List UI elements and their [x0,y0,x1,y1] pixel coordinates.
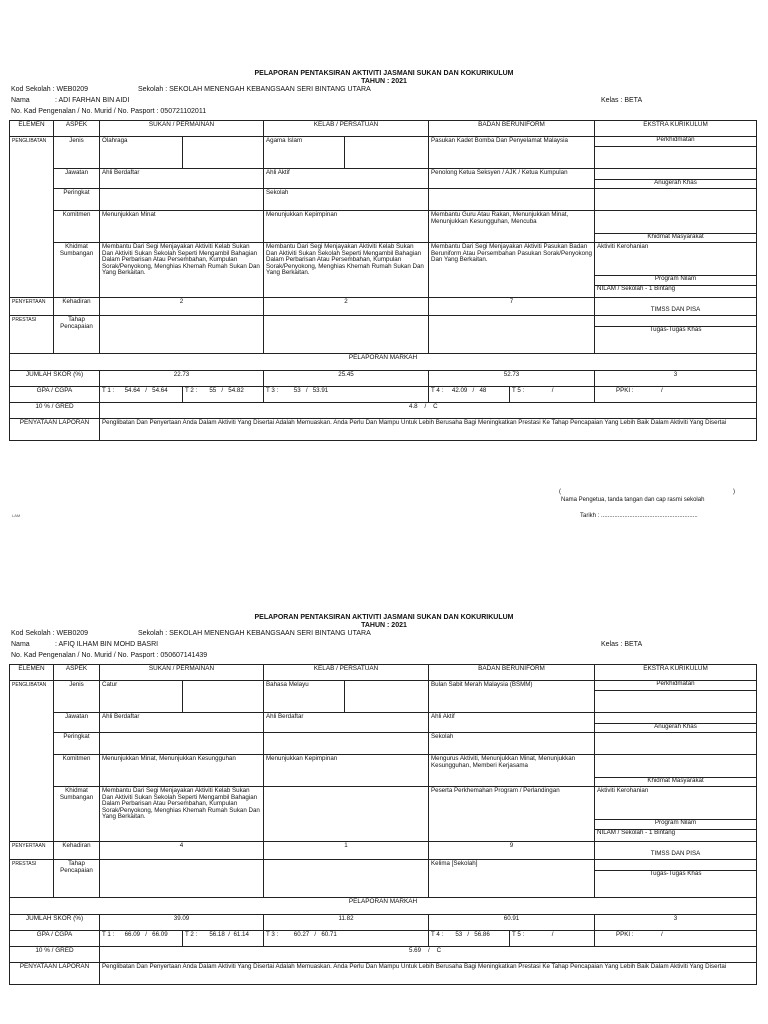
gpa-t5: T 5 : / [510,931,595,947]
ekstra-anugerah: Anugerah Khas [595,723,756,732]
aspek-khidmat: Khidmat Sumbangan [54,787,100,842]
gred-label: 10 % / GRED [10,947,100,963]
gpa-label: GPA / CGPA [10,931,100,947]
kelab-kehadiran: 2 [264,298,429,316]
gpa-t3: T 3 : 60.27 / 60.71 [264,931,429,947]
elemen-penglibatan: PENGLIBATAN [10,137,54,298]
badan-jawatan: Ahli Aktif [429,713,595,733]
class-label: Kelas : BETA [601,97,643,104]
ekstra-nilam-sekolah: NILAM / Sekolah - 1 Bintang [595,285,756,295]
skor-sukan: 39.09 [100,915,264,931]
gred-label: 10 % / GRED [10,403,100,419]
ekstra-kerohanian: Aktiviti Kerohanian [597,243,649,250]
header-ekstra: EKSTRA KURIKULUM [595,121,757,137]
ekstra-perkhidmatan: Perkhidmatan [595,681,756,691]
ekstra-tugas: Tugas-Tugas Khas [649,870,702,877]
assessment-table [9,664,757,985]
kelab-tahap [264,860,429,898]
gred-value: 4.8 / C [100,403,757,419]
ekstra-timss: TIMSS DAN PISA [650,306,701,313]
student-name: : AFIQ ILHAM BIN MOHD BASRI [55,641,159,648]
sig-paren-close: ) [733,489,735,495]
sig-paren-open: ( [559,489,561,495]
ekstra-nilam-sekolah: NILAM / Sekolah - 1 Bintang [595,829,756,839]
school-name: Sekolah : SEKOLAH MENENGAH KEBANGSAAN SERI BINTANG UTARA [138,86,371,93]
aspek-khidmat: Khidmat Sumbangan [54,243,100,298]
pelaporan-markah: PELAPORAN MARKAH [10,354,757,371]
elemen-penglibatan: PENGLIBATAN [10,681,54,842]
aspek-peringkat: Peringkat [54,189,100,211]
kelab-peringkat [264,733,429,755]
kelab-jawatan: Ahli Aktif [264,169,429,189]
header-sukan: SUKAN / PERMAINAN [100,121,264,137]
gpa-t4: T 4 : 53 / 56.86 [429,931,510,947]
aspek-komitmen: Komitmen [54,211,100,243]
aspek-kehadiran: Kehadiran [54,842,100,860]
elemen-prestasi: PRESTASI [10,316,54,354]
ekstra-program-nilam: Program Nilam [595,275,756,285]
gpa-t1: T 1 : 54.64 / 54.64 [100,387,183,403]
footer-mark: LAM [12,513,21,518]
badan-jenis: Pasukan Kadet Bomba Dan Penyelamat Malaysia [429,137,595,169]
elemen-penyertaan: PENYERTAAN [10,298,54,316]
skor-ekstra: 3 [595,915,757,931]
elemen-penyertaan: PENYERTAAN [10,842,54,860]
kelab-kehadiran: 1 [264,842,429,860]
kelab-jenis: Agama Islam [264,137,345,169]
gpa-label: GPA / CGPA [10,387,100,403]
report-title: PELAPORAN PENTAKSIRAN AKTIVITI JASMANI SUKAN DAN KOKURIKULUM [254,70,514,77]
badan-kehadiran: 7 [429,298,595,316]
sukan-kehadiran: 4 [100,842,264,860]
aspek-tahap: Tahap Pencapaian [54,316,100,354]
sukan-jawatan: Ahli Berdaftar [100,713,264,733]
pelaporan-markah: PELAPORAN MARKAH [10,898,757,915]
penyataan-text: Penglibatan Dan Penyertaan Anda Dalam Aktiviti Yang Disertai Adalah Memuaskan. Anda Perlu Dan Mampu Untuk Lebih Berusaha Bagi Meningkatkan Prestasi Ke Tahap Pencapaian Yang Lebih Baik Dalam Aktiviti Yang Disertai [100,963,757,985]
header-badan: BADAN BERUNIFORM [429,665,595,681]
sukan-jenis: Catur [100,681,183,713]
badan-khidmat: Peserta Perkhemahan Program / Perlandingan [429,787,595,842]
ekstra-perkhidmatan: Perkhidmatan [595,137,756,147]
aspek-jawatan: Jawatan [54,713,100,733]
badan-tahap: Kelima [Sekolah] [429,860,595,898]
jumlah-skor-label: JUMLAH SKOR (%) [10,915,100,931]
gpa-t2: T 2 : 56.18 / 61.14 [183,931,264,947]
gpa-t2: T 2 : 55 / 54.82 [183,387,264,403]
aspek-tahap: Tahap Pencapaian [54,860,100,898]
sig-date: Tarikh : .......................................................... [580,513,698,519]
header-sukan: SUKAN / PERMAINAN [100,665,264,681]
sukan-jenis-2 [183,681,264,713]
aspek-kehadiran: Kehadiran [54,298,100,316]
kelab-jenis-2 [345,681,429,713]
penyataan-text: Penglibatan Dan Penyertaan Anda Dalam Aktiviti Yang Disertai Adalah Memuaskan. Anda Perlu Dan Mampu Untuk Lebih Berusaha Bagi Meningkatkan Prestasi Ke Tahap Pencapaian Yang Lebih Baik Dalam Aktiviti Yang Disertai [100,419,757,441]
skor-ekstra: 3 [595,371,757,387]
report-title: PELAPORAN PENTAKSIRAN AKTIVITI JASMANI SUKAN DAN KOKURIKULUM [254,614,514,621]
gpa-t4: T 4 : 42.09 / 48 [429,387,510,403]
ekstra-anugerah: Anugerah Khas [595,179,756,188]
kelab-jawatan: Ahli Berdaftar [264,713,429,733]
school-name: Sekolah : SEKOLAH MENENGAH KEBANGSAAN SERI BINTANG UTARA [138,630,371,637]
aspek-jenis: Jenis [54,681,100,713]
ekstra-tugas-cell [595,860,757,898]
ekstra-khidmat-cell [595,755,757,787]
badan-komitmen: Mengurus Aktiviti, Menunjukkan Minat, Menunjukkan Kesungguhan, Memberi Kerjasama [429,755,595,787]
ekstra-anugerah-cell [595,713,757,733]
skor-badan: 52.73 [429,371,595,387]
header-elemen: ELEMEN [10,665,54,681]
sukan-khidmat: Membantu Dari Segi Menjayakan Aktiviti Kelab Sukan Dan Aktiviti Sukan Sekolah Seperti Mengambil Bahagian Dalam Perbarisan Atau Persembahan, Kumpulan Sorak/Penyokong, Menghias Khemah Rumah Sukan Dan Yang Berkaitan. [100,787,264,842]
name-label: Nama [11,97,30,104]
kelab-khidmat [264,787,429,842]
sukan-komitmen: Menunjukkan Minat, Menunjukkan Kesungguhan [100,755,264,787]
sukan-jenis: Olahraga [100,137,183,169]
aspek-jenis: Jenis [54,137,100,169]
skor-sukan: 22.73 [100,371,264,387]
sukan-khidmat: Membantu Dari Segi Menjayakan Aktiviti Kelab Sukan Dan Aktiviti Sukan Sekolah Seperti Mengambil Bahagian Dalam Perbarisan Atau Persembahan, Kumpulan Sorak/Penyokong, Menghias Khemah Rumah Sukan Dan Yang Berkaitan. [100,243,264,298]
header-kelab: KELAB / PERSATUAN [264,121,429,137]
penyataan-label: PENYATAAN LAPORAN [10,419,100,441]
kelab-jenis: Bahasa Melayu [264,681,345,713]
ekstra-perkhidmatan-cell [595,681,757,713]
report-year: TAHUN : 2021 [361,622,407,629]
aspek-jawatan: Jawatan [54,169,100,189]
sukan-kehadiran: 2 [100,298,264,316]
skor-kelab: 25.45 [264,371,429,387]
ekstra-kerohanian: Aktiviti Kerohanian [597,787,649,794]
gpa-t3: T 3 : 53 / 53.91 [264,387,429,403]
header-aspek: ASPEK [54,121,100,137]
class-label: Kelas : BETA [601,641,643,648]
skor-badan: 60.91 [429,915,595,931]
ekstra-program-nilam: Program Nilam [595,819,756,829]
header-kelab: KELAB / PERSATUAN [264,665,429,681]
ekstra-khidmat-masyarakat: Khidmat Masyarakat [595,233,756,242]
aspek-komitmen: Komitmen [54,755,100,787]
school-code: Kod Sekolah : WEB0209 [11,86,89,93]
ekstra-tugas: Tugas-Tugas Khas [649,326,702,333]
aspek-peringkat: Peringkat [54,733,100,755]
jumlah-skor-label: JUMLAH SKOR (%) [10,371,100,387]
sukan-komitmen: Menunjukkan Minat [100,211,264,243]
badan-kehadiran: 9 [429,842,595,860]
badan-komitmen: Membantu Guru Atau Rakan, Menunjukkan Minat, Menunjukkan Kesungguhan, Mencuba [429,211,595,243]
sukan-peringkat [100,733,264,755]
id-line: No. Kad Pengenalan / No. Murid / No. Pasport : 050721102011 [11,108,207,115]
ekstra-anugerah-value [595,733,757,755]
kelab-komitmen: Menunjukkan Kepimpinan [264,755,429,787]
badan-peringkat: Sekolah [429,733,595,755]
id-line: No. Kad Pengenalan / No. Murid / No. Pasport : 050607141439 [11,652,208,659]
gpa-ppki: PPKI : / [595,931,757,947]
badan-khidmat: Membantu Dari Segi Menjayakan Aktiviti Pasukan Badan Beruniform Atau Persembahan Pasukan Sorak/Penyokong Dan Yang Berkaitan. [429,243,595,298]
header-aspek: ASPEK [54,665,100,681]
badan-jenis: Bulan Sabit Merah Malaysia (BSMM) [429,681,595,713]
header-ekstra: EKSTRA KURIKULUM [595,665,757,681]
ekstra-timss-cell [595,842,757,860]
report-year: TAHUN : 2021 [361,78,407,85]
ekstra-timss: TIMSS DAN PISA [650,850,701,857]
penyataan-label: PENYATAAN LAPORAN [10,963,100,985]
sig-name: Nama Pengetua, tanda tangan dan cap rasmi sekolah [561,497,705,503]
elemen-prestasi: PRESTASI [10,860,54,898]
badan-jawatan: Penolong Ketua Seksyen / AJK / Ketua Kumpulan [429,169,595,189]
school-code: Kod Sekolah : WEB0209 [11,630,89,637]
gred-value: 5.69 / C [100,947,757,963]
kelab-khidmat: Membantu Dari Segi Menjayakan Aktiviti Kelab Sukan Dan Aktiviti Sukan Sekolah Seperti Mengambil Bahagian Dalam Perbarisan Atau Persembahan, Kumpulan Sorak/Penyokong, Menghias Khemah Rumah Sukan Dan Yang Berkaitan. [264,243,429,298]
name-label: Nama [11,641,30,648]
kelab-peringkat: Sekolah [264,189,429,211]
student-name: : ADI FARHAN BIN AIDI [55,97,130,104]
sukan-tahap [100,860,264,898]
gpa-t5: T 5 : / [510,387,595,403]
gpa-t1: T 1 : 66.09 / 66.09 [100,931,183,947]
skor-kelab: 11.82 [264,915,429,931]
gpa-ppki: PPKI : / [595,387,757,403]
kelab-komitmen: Menunjukkan Kepimpinan [264,211,429,243]
ekstra-khidmat-masyarakat: Khidmat Masyarakat [595,777,756,786]
header-elemen: ELEMEN [10,121,54,137]
header-badan: BADAN BERUNIFORM [429,121,595,137]
sukan-jawatan: Ahli Berdaftar [100,169,264,189]
ekstra-kerohanian-cell [595,787,757,842]
